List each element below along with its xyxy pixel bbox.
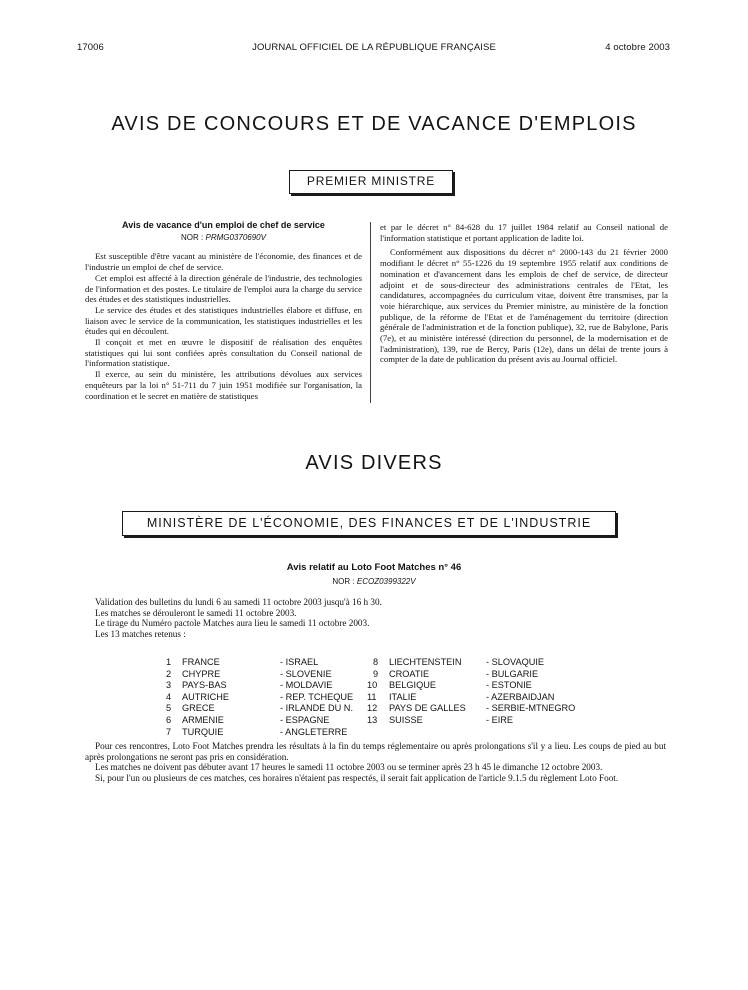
intro-line: Les matches se dérouleront le samedi 11 octobre 2003. <box>95 607 297 618</box>
section-title-avis-divers: AVIS DIVERS <box>305 452 443 474</box>
avis-loto-heading <box>0 562 748 586</box>
avis-vacance-title: Avis de vacance d'un emploi de chef de service <box>122 220 325 230</box>
avis-loto-intro <box>85 597 665 639</box>
matches-list: 1 FRANCE - ISRAEL 2 CHYPRE - SLOVENIE 3 PAYS-BAS - MOLDAVIE 4 AUTRICHE - REP. TCHEQUE 5 GRECE - IRLANDE DU N. 6 ARMENIE - ESPAGNE 7 TURQUIE - ANGLETERRE 8 LIECHTENSTEIN - SLOVAQUIE 9 CROATIE - BULGARIE 10 BELGIQUE - ESTONIE 11 ITALIE - AZERBAIDJAN 12 PAYS DE GALLES - SERBIE-MTNEGRO 13 SUISSE - EIRE <box>166 657 576 737</box>
journal-title: JOURNAL OFFICIEL DE LA RÉPUBLIQUE FRANÇAISE <box>252 42 496 53</box>
ministry-box-economie: MINISTÈRE DE L'ÉCONOMIE, DES FINANCES ET DE L'INDUSTRIE <box>122 511 616 536</box>
issue-date: 4 octobre 2003 <box>605 42 670 53</box>
paragraph: Il exerce, au sein du ministère, les attributions dévolues aux services enquêteurs par la loi n° 51-711 du 7 juin 1951 modifiée sur l'organisation, la coordination et le secret en matière de statistiques <box>85 369 362 401</box>
paragraph: Est susceptible d'être vacant au ministère de l'économie, des finances et de l'industrie un emploi de chef de service. <box>85 251 362 273</box>
avis-vacance-left-column <box>85 220 362 401</box>
avis-vacance-nor: NOR : PRMG0370690V <box>181 232 266 242</box>
nor-code: PRMG0370690V <box>205 232 266 242</box>
paragraph: Le service des études et des statistiques industrielles élabore et diffuse, en liaison avec le service de la communication, les statistiques industrielles et les études qui en découlent. <box>85 304 362 337</box>
ministry-box-premier-ministre: PREMIER MINISTRE <box>289 170 453 194</box>
avis-loto-title: Avis relatif au Loto Foot Matches n° 46 <box>286 562 462 573</box>
outro-paragraph: Les matches ne doivent pas débuter avant 17 heures le samedi 11 octobre 2003 ou se terminer après 23 h 45 le dimanche 12 octobre 2003. <box>95 762 603 773</box>
paragraph: et par le décret n° 84-628 du 17 juillet 1984 relatif au Conseil national de l'information statistique et portant application de ladite loi. <box>380 222 668 243</box>
intro-line: Les 13 matches retenus : <box>95 628 186 639</box>
outro-paragraph: Pour ces rencontres, Loto Foot Matches prendra les résultats à la fin du temps réglementaire ou après prolongations s'il y a lieu. Les coups de pied au but après prolongations ne seront pas pris en considération. <box>85 741 666 762</box>
intro-line: Validation des bulletins du lundi 6 au samedi 11 octobre 2003 jusqu'à 16 h 30. <box>95 597 382 607</box>
nor-code: ECOZ0399322V <box>356 577 416 586</box>
paragraph: Cet emploi est affecté à la direction générale de l'industrie, des technologies de l'information et des postes. Le titulaire de l'emploi aura la charge du service des études et des statistiques industrielles. <box>85 272 362 305</box>
avis-loto-nor: NOR : ECOZ0399322V <box>332 577 416 586</box>
outro-paragraph: Si, pour l'un ou plusieurs de ces matches, ces horaires n'étaient pas respectés, il serait fait application de l'article 9.1.5 du règlement Loto Foot. <box>95 772 619 783</box>
paragraph: Conformément aux dispositions du décret n° 2000-143 du 21 février 2000 modifiant le décret n° 55-1226 du 19 septembre 1955 relatif aux conditions de nomination et d'avancement dans les emplois de chef de service, de directeur adjoint et de sous-directeur des administrations centrales de l'Etat, les candidatures, accompagnées du curriculum vitae, doivent être transmises, par la voie hiérarchique, aux services du Premier ministre, au ministère de la fonction publique, de la réforme de l'Etat et de l'aménagement du territoire (direction générale de l'administration et de la fonction publique), 32, rue de Babylone, Paris (7e), et au ministère intéressé (direction du personnel, de la modernisation et de l'administration), 139, rue de Bercy, Paris (12e), dans un délai de trente jours à compter de la date de publication du présent avis au Journal officiel. <box>380 247 668 365</box>
column-divider <box>370 222 371 403</box>
section-title-concours: AVIS DE CONCOURS ET DE VACANCE D'EMPLOIS <box>111 113 637 135</box>
paragraph: Il conçoit et met en œuvre le dispositif de réalisation des enquêtes statistiques qui lui sont confiées après consultation du Conseil national de l'information statistique. <box>85 337 362 369</box>
avis-loto-outro <box>85 741 666 783</box>
avis-vacance-right-column <box>380 222 668 365</box>
intro-line: Le tirage du Numéro pactole Matches aura lieu le samedi 11 octobre 2003. <box>95 618 370 629</box>
page-number: 17006 <box>77 42 104 53</box>
